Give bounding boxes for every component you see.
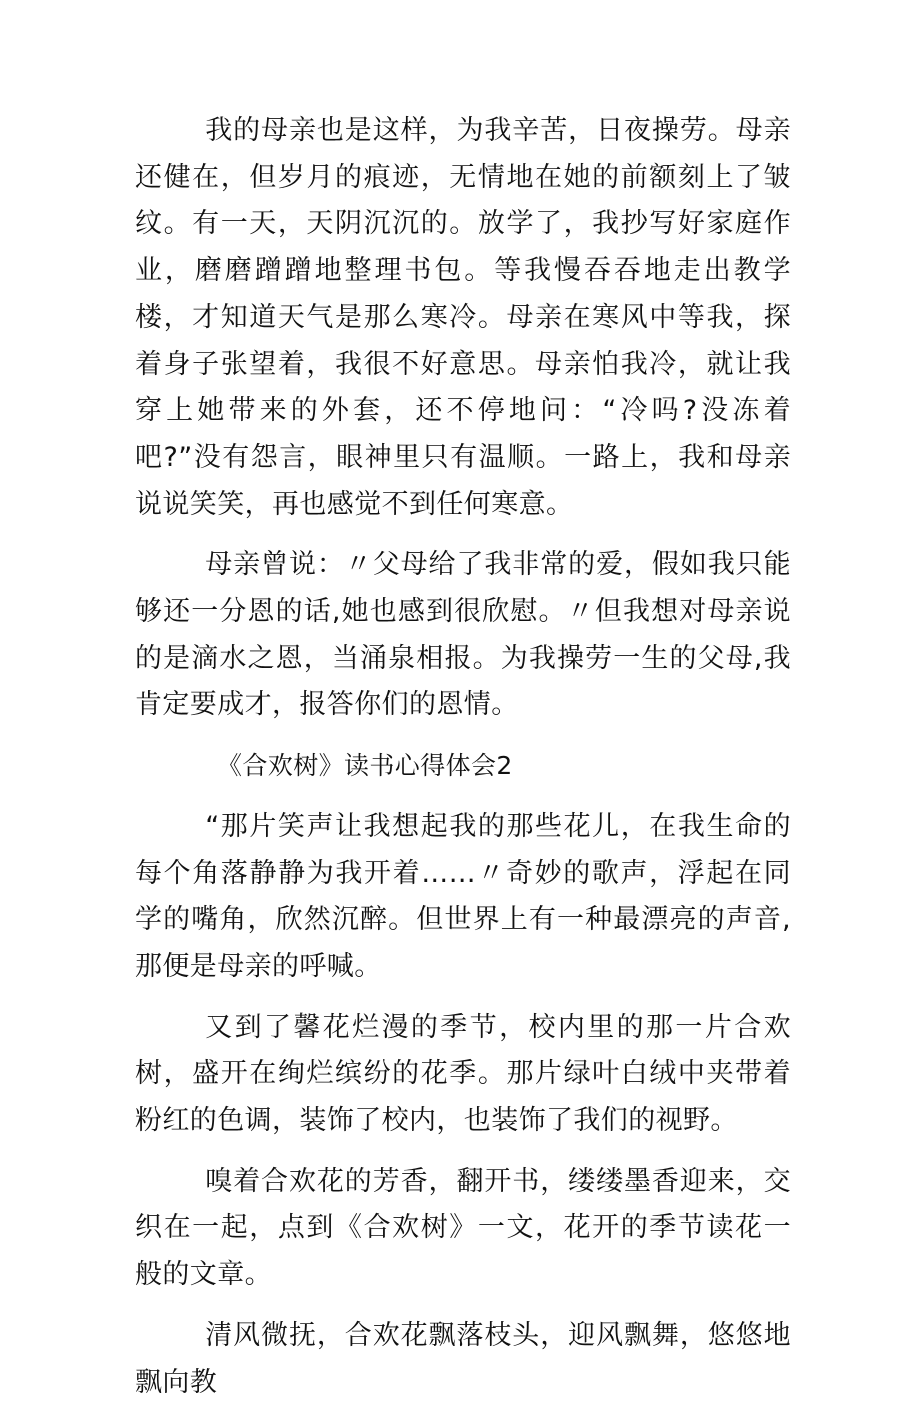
paragraph-reading: 嗅着合欢花的芳香，翻开书，缕缕墨香迎来，交织在一起，点到《合欢树》一文，花开的季节读花一般的文章。 (135, 1165, 791, 1291)
paragraph-season: 又到了馨花烂漫的季节，校内里的那一片合欢树，盛开在绚烂缤纷的花季。那片绿叶白绒中夹带着粉红的色调，装饰了校内，也装饰了我们的视野。 (135, 1011, 791, 1137)
paragraph-song: “那片笑声让我想起我的那些花儿，在我生命的每个角落静静为我开着……〃奇妙的歌声，浮起在同学的嘴角，欣然沉醉。但世界上有一种最漂亮的声音,那便是母亲的呼喊。 (135, 810, 791, 982)
document-body (135, 108, 791, 1420)
section-heading: 《合欢树》读书心得体会2 (217, 751, 513, 781)
paragraph-breeze: 清风微抚，合欢花飘落枝头，迎风飘舞，悠悠地飘向教 (135, 1319, 791, 1398)
paragraph-mother-care: 我的母亲也是这样，为我辛苦，日夜操劳。母亲还健在，但岁月的痕迹，无情地在她的前额刻上了皱纹。有一天，天阴沉沉的。放学了，我抄写好家庭作业，磨磨蹭蹭地整理书包。等我慢吞吞地走出教学楼，才知道天气是那么寒冷。母亲在寒风中等我，探着身子张望着，我很不好意思。母亲怕我冷，就让我穿上她带来的外套，还不停地问：“冷吗?没冻着吧?”没有怨言，眼神里只有温顺。一路上，我和母亲说说笑笑，再也感觉不到任何寒意。 (135, 115, 791, 520)
paragraph-mother-said: 母亲曾说：〃父母给了我非常的爱，假如我只能够还一分恩的话,她也感到很欣慰。〃但我想对母亲说的是滴水之恩，当涌泉相报。为我操劳一生的父母,我肯定要成才，报答你们的恩情。 (135, 549, 791, 721)
